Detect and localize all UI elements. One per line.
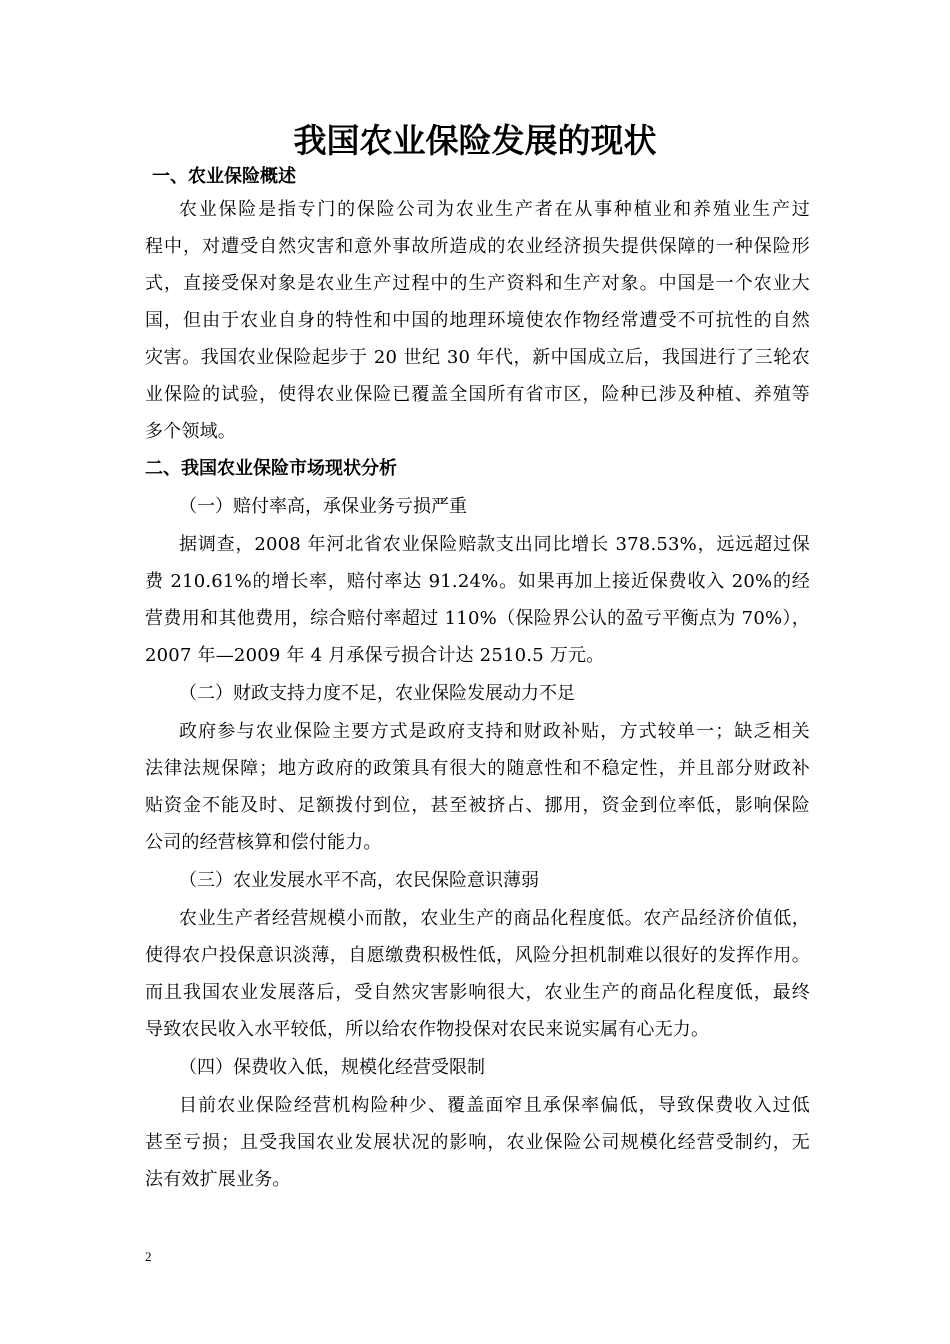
page-number: 2	[145, 1249, 152, 1264]
paragraph-line: 程中，对遭受自然灾害和意外事故所造成的农业经济损失提供保障的一种保险形	[145, 236, 810, 257]
paragraph-line: 灾害。我国农业保险起步于 20 世纪 30 年代，新中国成立后，我国进行了三轮农	[145, 347, 810, 368]
paragraph-line: 目前农业保险经营机构险种少、覆盖面窄且承保率偏低，导致保费收入过低	[179, 1095, 810, 1116]
paragraph-low-premium	[145, 1087, 810, 1198]
subheading-low-premium: （四）保费收入低，规模化经营受限制	[179, 1057, 485, 1078]
section-heading-overview: 一、农业保险概述	[152, 166, 296, 187]
subheading-awareness: （三）农业发展水平不高，农民保险意识薄弱	[179, 870, 539, 891]
section-heading-market-analysis: 二、我国农业保险市场现状分析	[145, 458, 397, 479]
subheading-fiscal-support: （二）财政支持力度不足，农业保险发展动力不足	[179, 683, 575, 704]
subheading-high-loss-ratio: （一）赔付率高，承保业务亏损严重	[179, 496, 467, 517]
paragraph-line: 甚至亏损；且受我国农业发展状况的影响，农业保险公司规模化经营受制约，无	[145, 1132, 810, 1153]
paragraph-line: 农业保险是指专门的保险公司为农业生产者在从事种植业和养殖业生产过	[179, 199, 810, 220]
paragraph-line: 式，直接受保对象是农业生产过程中的生产资料和生产对象。中国是一个农业大	[145, 273, 810, 294]
paragraph-line: 国，但由于农业自身的特性和中国的地理环境使农作物经常遭受不可抗性的自然	[145, 310, 810, 331]
paragraph-line: 业保险的试验，使得农业保险已覆盖全国所有省市区，险种已涉及种植、养殖等	[145, 384, 810, 405]
paragraph-line: 使得农户投保意识淡薄，自愿缴费积极性低，风险分担机制难以很好的发挥作用。	[145, 945, 810, 966]
paragraph-line: 2007 年—2009 年 4 月承保亏损合计达 2510.5 万元。	[145, 645, 605, 666]
paragraph-line: 贴资金不能及时、足额拨付到位，甚至被挤占、挪用，资金到位率低，影响保险	[145, 795, 810, 816]
paragraph-line: 多个领域。	[145, 421, 236, 442]
paragraph-awareness	[145, 900, 810, 1048]
paragraph-line: 法律法规保障；地方政府的政策具有很大的随意性和不稳定性，并且部分财政补	[145, 758, 810, 779]
paragraph-line: 政府参与农业保险主要方式是政府支持和财政补贴，方式较单一；缺乏相关	[179, 721, 810, 742]
paragraph-high-loss-ratio	[145, 526, 810, 674]
paragraph-line: 法有效扩展业务。	[145, 1169, 291, 1190]
paragraph-line: 费 210.61%的增长率，赔付率达 91.24%。如果再加上接近保费收入 20%的经	[145, 571, 810, 592]
document-title: 我国农业保险发展的现状	[293, 121, 657, 160]
paragraph-line: 据调查，2008 年河北省农业保险赔款支出同比增长 378.53%，远远超过保	[179, 534, 810, 555]
paragraph-fiscal-support	[145, 713, 810, 861]
paragraph-overview	[145, 191, 810, 450]
paragraph-line: 公司的经营核算和偿付能力。	[145, 832, 382, 853]
paragraph-line: 而且我国农业发展落后，受自然灾害影响很大，农业生产的商品化程度低，最终	[145, 982, 810, 1003]
paragraph-line: 营费用和其他费用，综合赔付率超过 110%（保险界公认的盈亏平衡点为 70%），	[145, 608, 810, 629]
paragraph-line: 导致农民收入水平较低，所以给农作物投保对农民来说实属有心无力。	[145, 1019, 710, 1040]
paragraph-line: 农业生产者经营规模小而散，农业生产的商品化程度低。农产品经济价值低，	[179, 908, 810, 929]
